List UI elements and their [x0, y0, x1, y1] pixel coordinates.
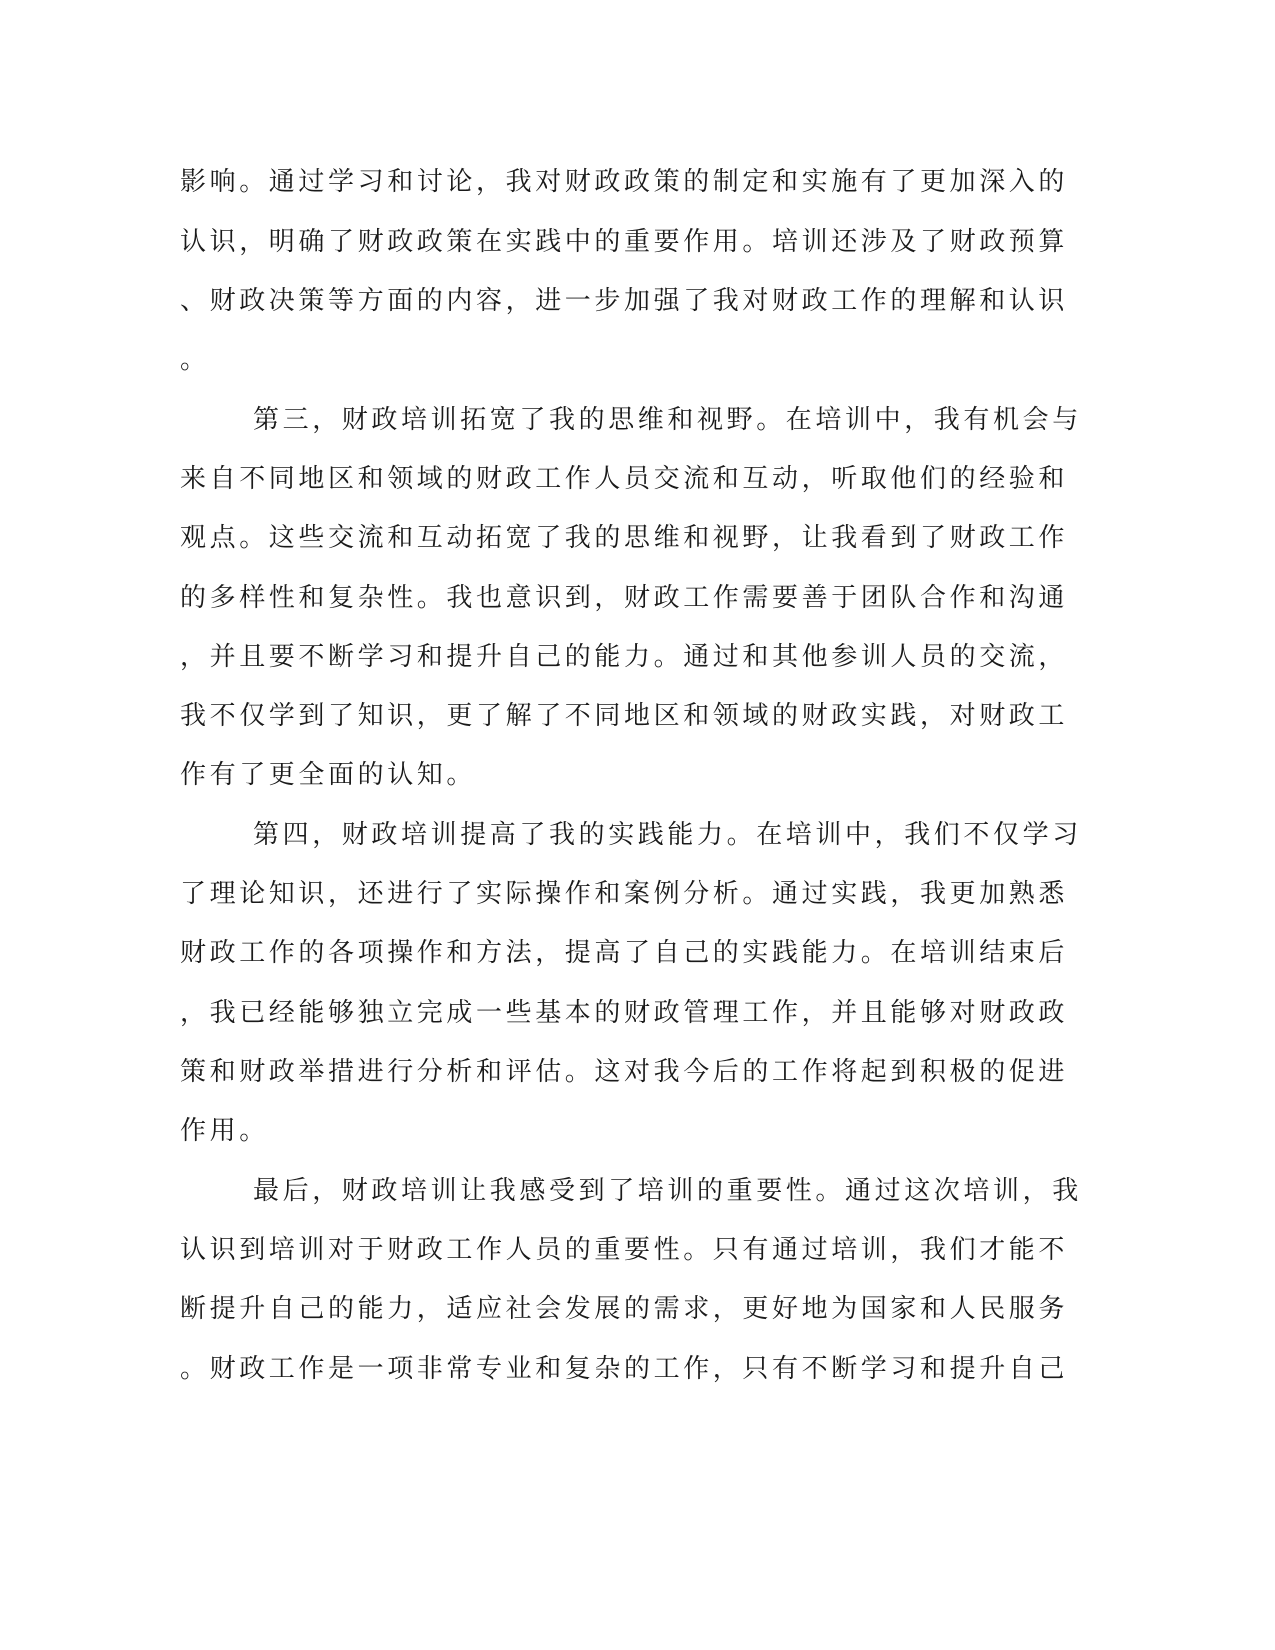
- text-line: 的多样性和复杂性。我也意识到，财政工作需要善于团队合作和沟通: [180, 583, 1069, 613]
- text-line: 观点。这些交流和互动拓宽了我的思维和视野，让我看到了财政工作: [180, 523, 1069, 553]
- text-line: 认识到培训对于财政工作人员的重要性。只有通过培训，我们才能不: [180, 1235, 1069, 1265]
- text-line: ，我已经能够独立完成一些基本的财政管理工作，并且能够对财政政: [180, 998, 1069, 1028]
- paragraph-first-line: 最后，财政培训让我感受到了培训的重要性。通过这次培训，我: [253, 1176, 1082, 1206]
- paragraph-first-line: 第四，财政培训提高了我的实践能力。在培训中，我们不仅学习: [253, 820, 1082, 850]
- text-line: 了理论知识，还进行了实际操作和案例分析。通过实践，我更加熟悉: [180, 879, 1069, 909]
- text-line: 、财政决策等方面的内容，进一步加强了我对财政工作的理解和认识: [180, 286, 1069, 316]
- text-line: 影响。通过学习和讨论，我对财政政策的制定和实施有了更加深入的: [180, 167, 1069, 197]
- text-line: 财政工作的各项操作和方法，提高了自己的实践能力。在培训结束后: [180, 938, 1069, 968]
- text-line: 策和财政举措进行分析和评估。这对我今后的工作将起到积极的促进: [180, 1057, 1069, 1087]
- text-line: ，并且要不断学习和提升自己的能力。通过和其他参训人员的交流，: [180, 642, 1069, 672]
- text-line: 。: [180, 345, 210, 375]
- text-line: 来自不同地区和领域的财政工作人员交流和互动，听取他们的经验和: [180, 464, 1069, 494]
- paragraph-first-line: 第三，财政培训拓宽了我的思维和视野。在培训中，我有机会与: [253, 405, 1082, 435]
- text-line: 我不仅学到了知识，更了解了不同地区和领域的财政实践，对财政工: [180, 701, 1069, 731]
- text-line: 认识，明确了财政政策在实践中的重要作用。培训还涉及了财政预算: [180, 227, 1069, 257]
- text-line: 断提升自己的能力，适应社会发展的需求，更好地为国家和人民服务: [180, 1294, 1069, 1324]
- text-line: 作用。: [180, 1116, 269, 1146]
- text-line: 。财政工作是一项非常专业和复杂的工作，只有不断学习和提升自己: [180, 1354, 1069, 1384]
- text-line: 作有了更全面的认知。: [180, 760, 477, 790]
